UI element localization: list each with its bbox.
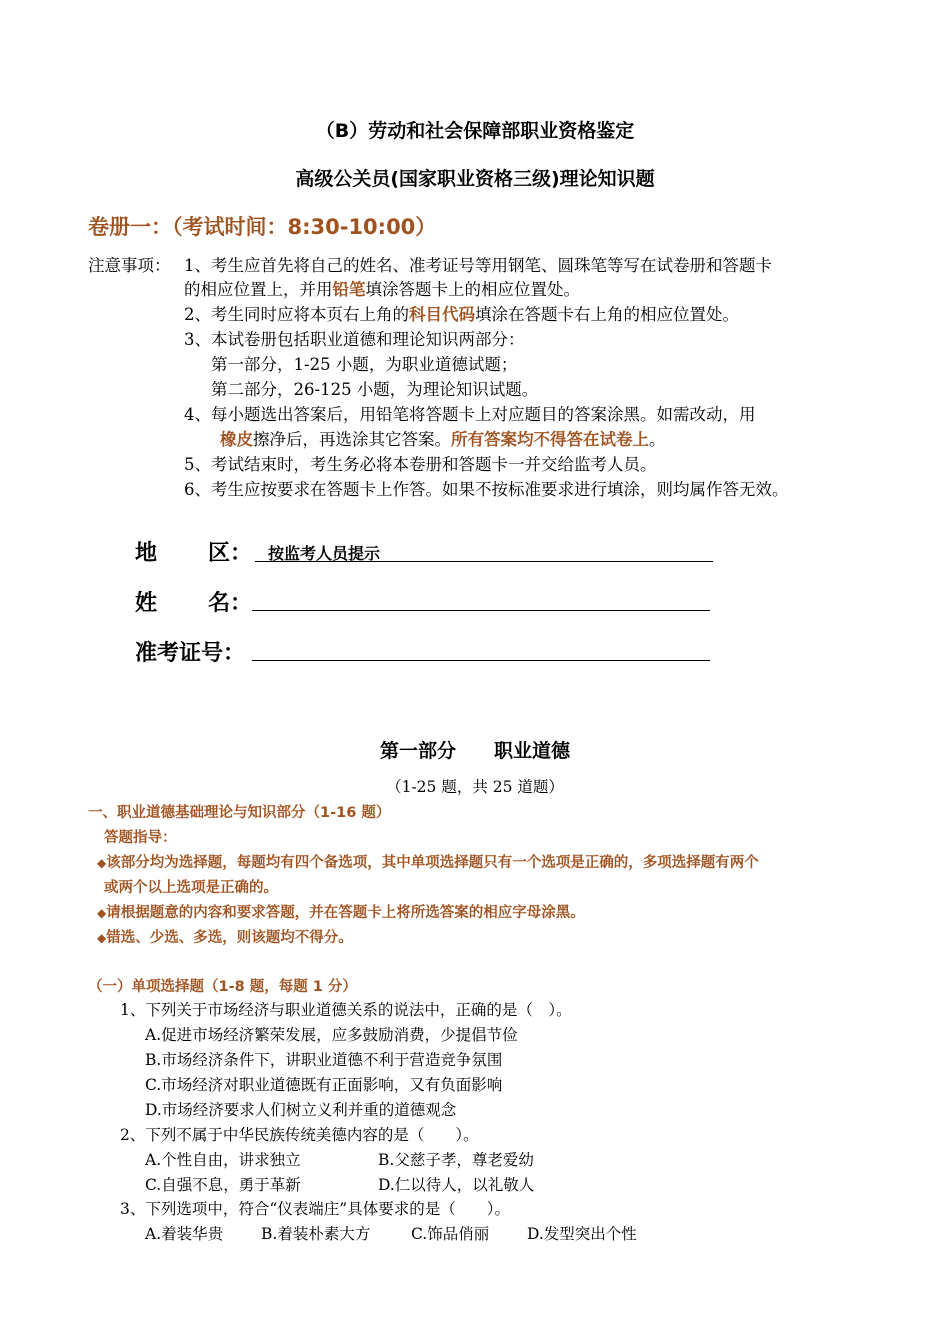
guide-item-1-line1: ◆该部分均为选择题，每题均有四个备选项，其中单项选择题只有一个选项是正确的，多项选择题有两个	[97, 855, 759, 871]
exam-title-2: 高级公关员(国家职业资格三级)理论知识题	[295, 168, 655, 190]
question-1-option-b[interactable]: B.市场经济条件下，讲职业道德不利于营造竞争氛围	[145, 1051, 503, 1069]
guide-item-2: ◆请根据题意的内容和要求答题，并在答题卡上将所选答案的相应字母涂黑。	[97, 905, 585, 921]
diamond-bullet-icon: ◆	[97, 906, 107, 920]
part1-subtitle: （1-25 题，共 25 道题）	[386, 778, 564, 796]
question-2-option-d[interactable]: D.仁以待人，以礼敬人	[378, 1176, 535, 1194]
question-3-stem: 3、下列选项中，符合“仪表端庄”具体要求的是（ ）。	[120, 1200, 510, 1218]
question-1-option-a[interactable]: A.促进市场经济繁荣发展，应多鼓励消费，少提倡节俭	[145, 1026, 518, 1044]
notice-item-2: 2、考生同时应将本页右上角的科目代码填涂在答题卡右上角的相应位置处。	[184, 305, 739, 324]
region-label-b: 区：	[208, 541, 253, 566]
question-2-stem: 2、下列不属于中华民族传统美德内容的是（ ）。	[120, 1126, 479, 1144]
notice-item-3-sub1: 第一部分，1-25 小题，为职业道德试题；	[211, 355, 518, 374]
name-underline[interactable]	[252, 610, 710, 611]
question-2-option-a[interactable]: A.个性自由，讲求独立	[145, 1151, 301, 1169]
exam-id-label: 准考证号：	[135, 641, 246, 666]
part1-title: 第一部分 职业道德	[379, 740, 570, 762]
guide-item-1-line2: 或两个以上选项是正确的。	[104, 880, 278, 896]
question-1-option-c[interactable]: C.市场经济对职业道德既有正面影响，又有负面影响	[145, 1076, 503, 1094]
notice-item-4-line1: 4、每小题选出答案后，用铅笔将答题卡上对应题目的答案涂黑。如需改动，用	[184, 405, 756, 424]
question-2-option-c[interactable]: C.自强不息，勇于革新	[145, 1176, 301, 1194]
question-1-option-d[interactable]: D.市场经济要求人们树立义利并重的道德观念	[145, 1101, 457, 1119]
region-label-a: 地	[135, 541, 158, 566]
notice-item-1-line1: 1、考生应首先将自己的姓名、准考证号等用钢笔、圆珠笔等写在试卷册和答题卡	[184, 256, 772, 275]
question-3-option-d[interactable]: D.发型突出个性	[527, 1225, 637, 1243]
question-2-option-b[interactable]: B.父慈子孝，尊老爱幼	[378, 1151, 534, 1169]
guide-label: 答题指导：	[104, 830, 177, 846]
question-3-option-a[interactable]: A.着装华贵	[145, 1225, 224, 1243]
region-underline[interactable]	[255, 561, 713, 562]
diamond-bullet-icon: ◆	[97, 856, 107, 870]
guide-item-3: ◆错选、少选、多选，则该题均不得分。	[97, 930, 353, 946]
question-3-option-b[interactable]: B.着装朴素大方	[261, 1225, 371, 1243]
notice-label: 注意事项：	[88, 256, 171, 275]
single-choice-heading: （一）单项选择题（1-8 题，每题 1 分）	[88, 979, 357, 995]
question-3-option-c[interactable]: C.饰品俏丽	[411, 1225, 490, 1243]
volume-heading: 卷册一：（考试时间：8:30-10:00）	[88, 215, 437, 239]
notice-item-1-line2: 的相应位置上，并用铅笔填涂答题卡上的相应位置处。	[184, 280, 580, 299]
notice-item-6: 6、考生应按要求在答题卡上作答。如果不按标准要求进行填涂，则均属作答无效。	[184, 480, 789, 499]
notice-item-3: 3、本试卷册包括职业道德和理论知识两部分：	[184, 330, 525, 349]
notice-item-5: 5、考试结束时，考生务必将本卷册和答题卡一并交给监考人员。	[184, 455, 657, 474]
diamond-bullet-icon: ◆	[97, 931, 107, 945]
notice-item-3-sub2: 第二部分，26-125 小题，为理论知识试题。	[211, 380, 539, 399]
question-1-stem: 1、下列关于市场经济与职业道德关系的说法中，正确的是（ ）。	[120, 1001, 572, 1019]
exam-id-underline[interactable]	[252, 660, 710, 661]
notice-item-4-line2: 橡皮擦净后，再选涂其它答案。所有答案均不得答在试卷上。	[220, 430, 666, 449]
name-label-a: 姓	[135, 591, 158, 616]
exam-title-1: （B）劳动和社会保障部职业资格鉴定	[315, 120, 635, 142]
region-value: 按监考人员提示	[268, 544, 381, 563]
name-label-b: 名：	[208, 591, 253, 616]
section1-heading: 一、职业道德基础理论与知识部分（1-16 题）	[88, 805, 391, 821]
